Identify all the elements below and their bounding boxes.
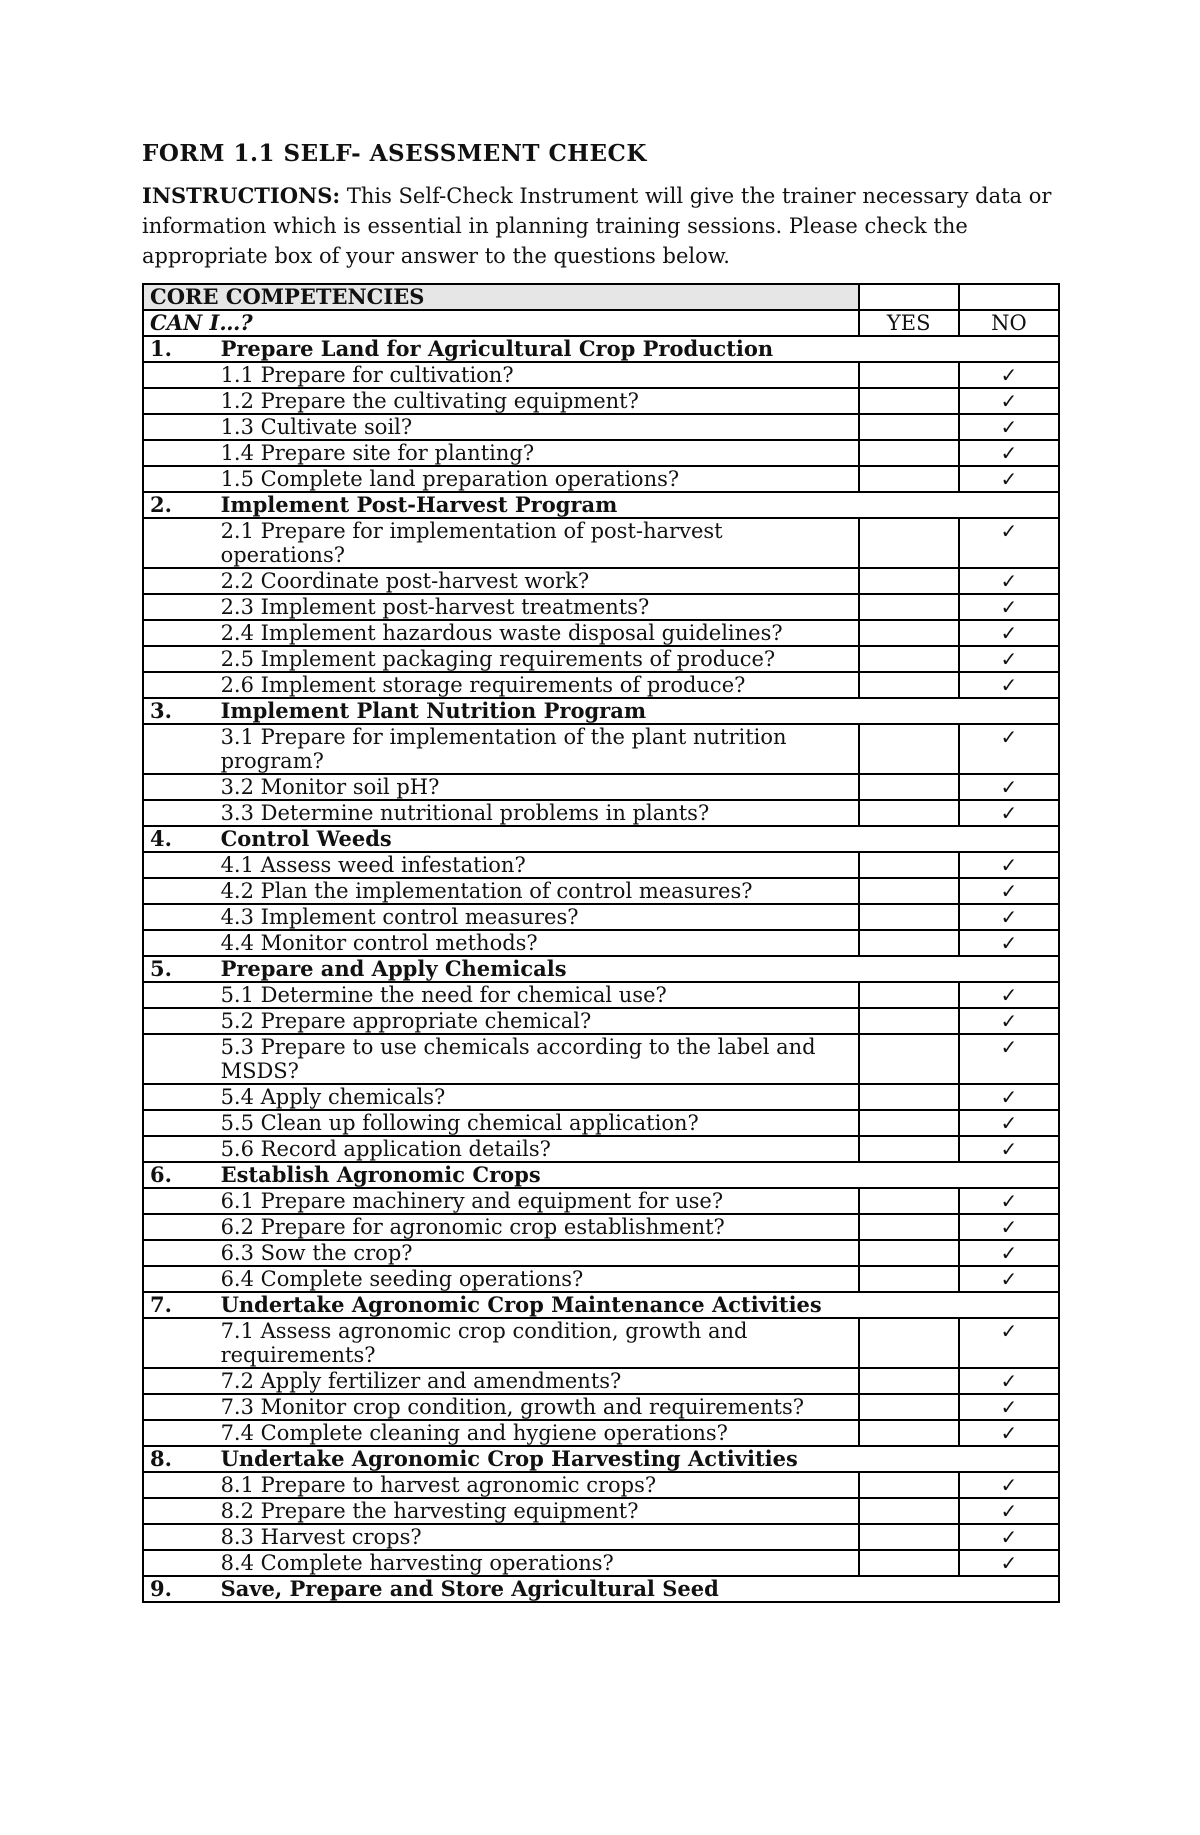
check-mark-icon: ✓ — [1000, 1035, 1018, 1059]
check-mark-icon: ✓ — [1000, 1009, 1018, 1033]
question-text: 5.3 Prepare to use chemicals according to the label and MSDS? — [215, 1034, 859, 1084]
question-indent — [143, 1368, 215, 1394]
no-checkbox[interactable] — [959, 388, 1059, 414]
question-indent — [143, 672, 215, 698]
check-mark-icon: ✓ — [1000, 1525, 1018, 1549]
check-mark-icon: ✓ — [1000, 1215, 1018, 1239]
question-text: 3.1 Prepare for implementation of the plant nutrition program? — [215, 724, 859, 774]
yes-checkbox[interactable] — [859, 1318, 959, 1368]
question-indent — [143, 1240, 215, 1266]
question-indent — [143, 800, 215, 826]
question-text: 8.1 Prepare to harvest agronomic crops? — [215, 1472, 859, 1498]
question-indent — [143, 904, 215, 930]
instructions-text: This Self-Check Instrument will give the trainer necessary data or information which is essential in planning training sessions. Please check the appropriate box of your answer to the questions below. — [142, 184, 1052, 268]
form-title: FORM 1.1 SELF- ASESSMENT CHECK — [142, 140, 647, 167]
question-row — [143, 388, 1059, 414]
question-text: 5.4 Apply chemicals? — [215, 1084, 859, 1110]
section-row — [143, 698, 1059, 724]
no-checkbox[interactable] — [959, 620, 1059, 646]
check-mark-icon: ✓ — [1000, 1369, 1018, 1393]
question-row — [143, 800, 1059, 826]
question-indent — [143, 852, 215, 878]
yes-checkbox[interactable] — [859, 800, 959, 826]
section-title: Prepare and Apply Chemicals — [215, 956, 1059, 982]
yes-checkbox[interactable] — [859, 1240, 959, 1266]
no-checkbox[interactable] — [959, 800, 1059, 826]
header-row — [143, 284, 1059, 310]
yes-checkbox[interactable] — [859, 646, 959, 672]
yes-checkbox[interactable] — [859, 852, 959, 878]
yes-checkbox[interactable] — [859, 774, 959, 800]
question-indent — [143, 414, 215, 440]
no-checkbox[interactable] — [959, 1394, 1059, 1420]
question-text: 1.1 Prepare for cultivation? — [215, 362, 859, 388]
yes-checkbox[interactable] — [859, 930, 959, 956]
section-row — [143, 826, 1059, 852]
section-title: Establish Agronomic Crops — [215, 1162, 1059, 1188]
question-indent — [143, 774, 215, 800]
section-row — [143, 956, 1059, 982]
section-title: Control Weeds — [215, 826, 1059, 852]
yes-checkbox[interactable] — [859, 1472, 959, 1498]
yes-checkbox[interactable] — [859, 1034, 959, 1084]
question-row — [143, 1188, 1059, 1214]
no-checkbox[interactable] — [959, 362, 1059, 388]
question-text: 2.1 Prepare for implementation of post-harvest operations? — [215, 518, 859, 568]
yes-checkbox[interactable] — [859, 1550, 959, 1576]
no-checkbox[interactable] — [959, 1084, 1059, 1110]
section-row — [143, 1576, 1059, 1602]
no-checkbox[interactable] — [959, 1136, 1059, 1162]
check-mark-icon: ✓ — [1000, 853, 1018, 877]
yes-checkbox[interactable] — [859, 1368, 959, 1394]
question-row — [143, 1240, 1059, 1266]
question-text: 1.3 Cultivate soil? — [215, 414, 859, 440]
question-text: 7.3 Monitor crop condition, growth and requirements? — [215, 1394, 859, 1420]
instructions-label: INSTRUCTIONS: — [142, 183, 341, 208]
yes-checkbox[interactable] — [859, 982, 959, 1008]
question-indent — [143, 440, 215, 466]
check-mark-icon: ✓ — [1000, 415, 1018, 439]
question-row — [143, 878, 1059, 904]
check-mark-icon: ✓ — [1000, 879, 1018, 903]
no-checkbox[interactable] — [959, 724, 1059, 774]
check-mark-icon: ✓ — [1000, 569, 1018, 593]
yes-checkbox[interactable] — [859, 594, 959, 620]
question-row — [143, 594, 1059, 620]
yes-checkbox[interactable] — [859, 1498, 959, 1524]
question-indent — [143, 1084, 215, 1110]
question-text: 2.2 Coordinate post-harvest work? — [215, 568, 859, 594]
can-i-label: CAN I…? — [143, 310, 859, 336]
question-indent — [143, 466, 215, 492]
no-checkbox[interactable] — [959, 594, 1059, 620]
question-text: 5.5 Clean up following chemical application? — [215, 1110, 859, 1136]
check-mark-icon: ✓ — [1000, 1111, 1018, 1135]
section-row — [143, 1446, 1059, 1472]
question-indent — [143, 1420, 215, 1446]
no-checkbox[interactable] — [959, 930, 1059, 956]
question-row — [143, 904, 1059, 930]
no-checkbox[interactable] — [959, 904, 1059, 930]
no-checkbox[interactable] — [959, 852, 1059, 878]
question-row — [143, 672, 1059, 698]
question-indent — [143, 1110, 215, 1136]
question-text: 5.6 Record application details? — [215, 1136, 859, 1162]
question-row — [143, 568, 1059, 594]
question-row — [143, 518, 1059, 568]
no-checkbox[interactable] — [959, 1266, 1059, 1292]
check-mark-icon: ✓ — [1000, 1319, 1018, 1343]
no-checkbox[interactable] — [959, 1524, 1059, 1550]
question-indent — [143, 388, 215, 414]
question-row — [143, 1034, 1059, 1084]
question-text: 8.4 Complete harvesting operations? — [215, 1550, 859, 1576]
question-text: 1.4 Prepare site for planting? — [215, 440, 859, 466]
no-checkbox[interactable] — [959, 568, 1059, 594]
question-text: 1.5 Complete land preparation operations? — [215, 466, 859, 492]
yes-checkbox[interactable] — [859, 878, 959, 904]
no-checkbox[interactable] — [959, 1420, 1059, 1446]
question-text: 2.6 Implement storage requirements of produce? — [215, 672, 859, 698]
section-title: Undertake Agronomic Crop Maintenance Activities — [215, 1292, 1059, 1318]
question-indent — [143, 568, 215, 594]
check-mark-icon: ✓ — [1000, 1189, 1018, 1213]
can-i-row — [143, 310, 1059, 336]
no-checkbox[interactable] — [959, 646, 1059, 672]
yes-checkbox[interactable] — [859, 1394, 959, 1420]
question-row — [143, 1214, 1059, 1240]
question-indent — [143, 1524, 215, 1550]
check-mark-icon: ✓ — [1000, 1085, 1018, 1109]
question-text: 6.3 Sow the crop? — [215, 1240, 859, 1266]
question-row — [143, 1266, 1059, 1292]
question-text: 4.3 Implement control measures? — [215, 904, 859, 930]
check-mark-icon: ✓ — [1000, 441, 1018, 465]
no-checkbox[interactable] — [959, 1368, 1059, 1394]
check-mark-icon: ✓ — [1000, 1421, 1018, 1445]
question-indent — [143, 1188, 215, 1214]
check-mark-icon: ✓ — [1000, 519, 1018, 543]
instructions — [142, 181, 1062, 271]
question-indent — [143, 362, 215, 388]
question-indent — [143, 1394, 215, 1420]
question-row — [143, 1110, 1059, 1136]
question-row — [143, 724, 1059, 774]
yes-checkbox[interactable] — [859, 1008, 959, 1034]
question-row — [143, 1394, 1059, 1420]
question-indent — [143, 724, 215, 774]
yes-checkbox[interactable] — [859, 1524, 959, 1550]
question-indent — [143, 518, 215, 568]
no-checkbox[interactable] — [959, 672, 1059, 698]
question-row — [143, 1008, 1059, 1034]
section-number: 7. — [143, 1292, 215, 1318]
question-row — [143, 466, 1059, 492]
yes-checkbox[interactable] — [859, 1214, 959, 1240]
no-checkbox[interactable] — [959, 440, 1059, 466]
check-mark-icon: ✓ — [1000, 1473, 1018, 1497]
question-indent — [143, 1550, 215, 1576]
header-blank-no — [959, 284, 1059, 310]
check-mark-icon: ✓ — [1000, 1551, 1018, 1575]
check-mark-icon: ✓ — [1000, 725, 1018, 749]
no-checkbox[interactable] — [959, 1472, 1059, 1498]
yes-checkbox[interactable] — [859, 1110, 959, 1136]
question-text: 4.1 Assess weed infestation? — [215, 852, 859, 878]
section-title: Save, Prepare and Store Agricultural Seed — [215, 1576, 1059, 1602]
question-indent — [143, 1472, 215, 1498]
check-mark-icon: ✓ — [1000, 931, 1018, 955]
question-indent — [143, 1008, 215, 1034]
self-assessment-page — [142, 140, 1062, 1603]
check-mark-icon: ✓ — [1000, 1267, 1018, 1291]
yes-checkbox[interactable] — [859, 620, 959, 646]
question-row — [143, 1472, 1059, 1498]
section-row — [143, 336, 1059, 362]
question-indent — [143, 982, 215, 1008]
no-checkbox[interactable] — [959, 1498, 1059, 1524]
no-checkbox[interactable] — [959, 878, 1059, 904]
question-indent — [143, 1136, 215, 1162]
section-number: 8. — [143, 1446, 215, 1472]
question-row — [143, 930, 1059, 956]
question-indent — [143, 1318, 215, 1368]
no-checkbox[interactable] — [959, 1110, 1059, 1136]
question-row — [143, 646, 1059, 672]
section-number: 4. — [143, 826, 215, 852]
core-competencies-header: CORE COMPETENCIES — [143, 284, 859, 310]
no-checkbox[interactable] — [959, 518, 1059, 568]
question-row — [143, 1084, 1059, 1110]
question-indent — [143, 1498, 215, 1524]
check-mark-icon: ✓ — [1000, 801, 1018, 825]
yes-checkbox[interactable] — [859, 672, 959, 698]
question-text: 8.2 Prepare the harvesting equipment? — [215, 1498, 859, 1524]
question-text: 1.2 Prepare the cultivating equipment? — [215, 388, 859, 414]
question-text: 6.2 Prepare for agronomic crop establishment? — [215, 1214, 859, 1240]
question-indent — [143, 1034, 215, 1084]
section-number: 1. — [143, 336, 215, 362]
question-row — [143, 1318, 1059, 1368]
question-row — [143, 362, 1059, 388]
section-title: Prepare Land for Agricultural Crop Production — [215, 336, 1059, 362]
check-mark-icon: ✓ — [1000, 647, 1018, 671]
question-row — [143, 414, 1059, 440]
question-row — [143, 982, 1059, 1008]
question-text: 6.4 Complete seeding operations? — [215, 1266, 859, 1292]
question-text: 4.4 Monitor control methods? — [215, 930, 859, 956]
question-text: 5.2 Prepare appropriate chemical? — [215, 1008, 859, 1034]
check-mark-icon: ✓ — [1000, 983, 1018, 1007]
check-mark-icon: ✓ — [1000, 1137, 1018, 1161]
question-indent — [143, 1266, 215, 1292]
check-mark-icon: ✓ — [1000, 621, 1018, 645]
question-row — [143, 1420, 1059, 1446]
question-text: 2.4 Implement hazardous waste disposal guidelines? — [215, 620, 859, 646]
check-mark-icon: ✓ — [1000, 673, 1018, 697]
yes-checkbox[interactable] — [859, 1136, 959, 1162]
question-text: 2.3 Implement post-harvest treatments? — [215, 594, 859, 620]
yes-checkbox[interactable] — [859, 466, 959, 492]
no-checkbox[interactable] — [959, 466, 1059, 492]
question-text: 7.4 Complete cleaning and hygiene operations? — [215, 1420, 859, 1446]
section-row — [143, 1292, 1059, 1318]
question-row — [143, 774, 1059, 800]
check-mark-icon: ✓ — [1000, 775, 1018, 799]
yes-checkbox[interactable] — [859, 1420, 959, 1446]
yes-checkbox[interactable] — [859, 414, 959, 440]
yes-checkbox[interactable] — [859, 518, 959, 568]
yes-checkbox[interactable] — [859, 388, 959, 414]
question-text: 8.3 Harvest crops? — [215, 1524, 859, 1550]
no-checkbox[interactable] — [959, 1188, 1059, 1214]
no-checkbox[interactable] — [959, 982, 1059, 1008]
section-row — [143, 492, 1059, 518]
check-mark-icon: ✓ — [1000, 467, 1018, 491]
yes-checkbox[interactable] — [859, 1084, 959, 1110]
question-text: 3.2 Monitor soil pH? — [215, 774, 859, 800]
section-title: Implement Plant Nutrition Program — [215, 698, 1059, 724]
section-number: 5. — [143, 956, 215, 982]
section-number: 9. — [143, 1576, 215, 1602]
question-row — [143, 440, 1059, 466]
question-text: 5.1 Determine the need for chemical use? — [215, 982, 859, 1008]
question-text: 7.1 Assess agronomic crop condition, growth and requirements? — [215, 1318, 859, 1368]
no-checkbox[interactable] — [959, 1214, 1059, 1240]
no-checkbox[interactable] — [959, 1034, 1059, 1084]
question-text: 7.2 Apply fertilizer and amendments? — [215, 1368, 859, 1394]
no-column-header: NO — [959, 310, 1059, 336]
question-row — [143, 1368, 1059, 1394]
no-checkbox[interactable] — [959, 774, 1059, 800]
section-title: Undertake Agronomic Crop Harvesting Activities — [215, 1446, 1059, 1472]
no-checkbox[interactable] — [959, 1318, 1059, 1368]
question-text: 3.3 Determine nutritional problems in plants? — [215, 800, 859, 826]
question-indent — [143, 646, 215, 672]
check-mark-icon: ✓ — [1000, 1499, 1018, 1523]
check-mark-icon: ✓ — [1000, 1241, 1018, 1265]
question-text: 4.2 Plan the implementation of control measures? — [215, 878, 859, 904]
question-indent — [143, 878, 215, 904]
question-indent — [143, 1214, 215, 1240]
question-row — [143, 1498, 1059, 1524]
check-mark-icon: ✓ — [1000, 389, 1018, 413]
no-checkbox[interactable] — [959, 1008, 1059, 1034]
yes-checkbox[interactable] — [859, 440, 959, 466]
competency-table — [142, 283, 1060, 1603]
question-indent — [143, 594, 215, 620]
yes-checkbox[interactable] — [859, 904, 959, 930]
header-blank-yes — [859, 284, 959, 310]
yes-checkbox[interactable] — [859, 362, 959, 388]
question-text: 6.1 Prepare machinery and equipment for use? — [215, 1188, 859, 1214]
section-number: 6. — [143, 1162, 215, 1188]
section-number: 3. — [143, 698, 215, 724]
yes-checkbox[interactable] — [859, 568, 959, 594]
section-row — [143, 1162, 1059, 1188]
no-checkbox[interactable] — [959, 1240, 1059, 1266]
check-mark-icon: ✓ — [1000, 363, 1018, 387]
no-checkbox[interactable] — [959, 1550, 1059, 1576]
question-row — [143, 620, 1059, 646]
yes-column-header: YES — [859, 310, 959, 336]
question-row — [143, 1524, 1059, 1550]
question-text: 2.5 Implement packaging requirements of produce? — [215, 646, 859, 672]
yes-checkbox[interactable] — [859, 724, 959, 774]
check-mark-icon: ✓ — [1000, 905, 1018, 929]
question-indent — [143, 930, 215, 956]
yes-checkbox[interactable] — [859, 1266, 959, 1292]
question-row — [143, 852, 1059, 878]
section-title: Implement Post-Harvest Program — [215, 492, 1059, 518]
question-row — [143, 1136, 1059, 1162]
section-number: 2. — [143, 492, 215, 518]
yes-checkbox[interactable] — [859, 1188, 959, 1214]
no-checkbox[interactable] — [959, 414, 1059, 440]
check-mark-icon: ✓ — [1000, 1395, 1018, 1419]
question-row — [143, 1550, 1059, 1576]
check-mark-icon: ✓ — [1000, 595, 1018, 619]
question-indent — [143, 620, 215, 646]
